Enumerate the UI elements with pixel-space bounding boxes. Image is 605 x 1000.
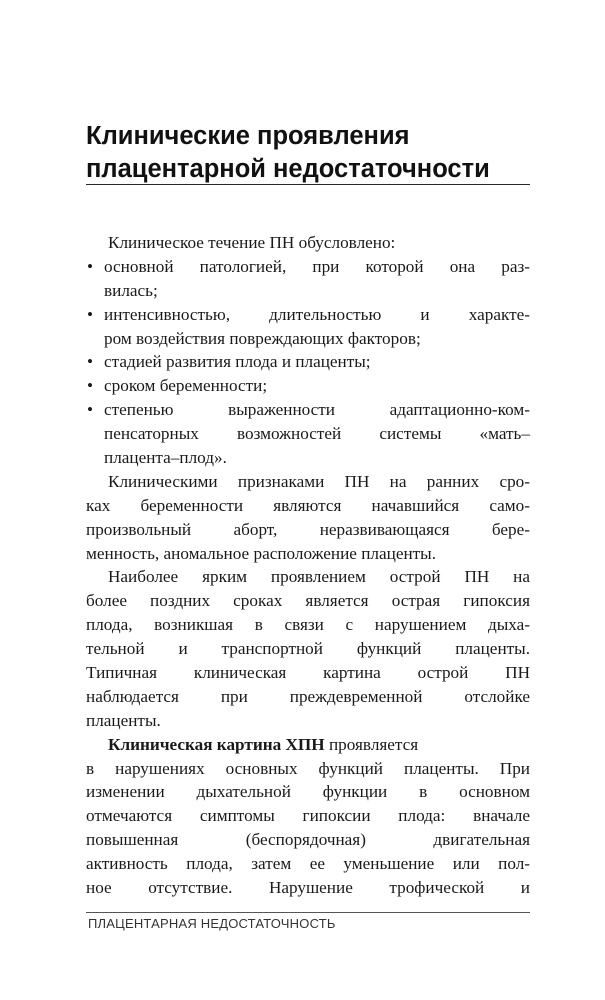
paragraph-chronic-pn — [86, 733, 530, 900]
text-line: тельной и транспортной функций плаценты. — [86, 639, 530, 659]
list-item: • сроком беременности; — [86, 374, 530, 398]
list-item-continuation: ром воздействия повреждающих факторов; — [104, 328, 421, 348]
bullet-icon: • — [87, 352, 94, 372]
text-line: Клиническая картина ХПН проявляется — [108, 734, 419, 754]
text-line: ное отсутствие. Нарушение трофической и — [86, 878, 530, 898]
text-line: ках беременности являются начавшийся само- — [86, 495, 530, 515]
list-item: • интенсивностью, длительностью и характе- — [86, 303, 530, 327]
running-footer: ПЛАЦЕНТАРНАЯ НЕДОСТАТОЧНОСТЬ — [88, 916, 336, 931]
text-line: Клиническими признаками ПН на ранних сро- — [108, 471, 530, 491]
text-line: менность, аномальное расположение плаценты. — [86, 543, 437, 563]
paragraph-acute-pn — [86, 565, 530, 732]
text-line: наблюдается при преждевременной отслойке — [86, 686, 530, 706]
paragraph-early-signs — [86, 470, 530, 566]
text-line: более поздних сроках является острая гипоксия — [86, 591, 530, 611]
text-line: в нарушениях основных функций плаценты. При — [86, 758, 530, 778]
chapter-heading — [86, 120, 526, 186]
footer-divider — [86, 912, 530, 913]
bullet-icon: • — [87, 376, 94, 396]
heading-line-1: Клинические проявления — [86, 122, 410, 150]
intro-line: Клиническое течение ПН обусловлено: — [108, 233, 396, 252]
text-line: произвольный аборт, неразвивающаяся бере- — [86, 519, 530, 539]
bullet-icon: • — [87, 400, 94, 420]
heading-divider — [86, 184, 530, 185]
list-item-continuation: пенсаторных возможностей системы «мать– — [104, 424, 530, 444]
list-item-continuation: вилась; — [104, 280, 158, 300]
list-item: • основной патологией, при которой она раз- — [86, 255, 530, 279]
text-line: активность плода, затем ее уменьшение или пол- — [86, 854, 530, 874]
text-line: плода, возникшая в связи с нарушением дыха- — [86, 615, 530, 635]
list-item: • стадией развития плода и плаценты; — [86, 350, 530, 374]
text-line: повышенная (беспорядочная) двигательная — [86, 830, 530, 850]
bullet-list — [86, 255, 530, 470]
bullet-icon: • — [87, 256, 94, 276]
list-item: • степенью выраженности адаптационно-ком- — [86, 398, 530, 422]
bullet-icon: • — [87, 304, 94, 324]
text-line: Наиболее ярким проявлением острой ПН на — [108, 567, 530, 587]
text-line: плаценты. — [86, 710, 161, 730]
text-line: Типичная клиническая картина острой ПН — [86, 663, 530, 683]
heading-line-2: плацентарной недостаточности — [86, 155, 490, 183]
body-text — [86, 231, 530, 900]
list-item-continuation: плацента–плод». — [104, 448, 227, 468]
text-line: изменении дыхательной функции в основном — [86, 782, 530, 802]
text-line: отмечаются симптомы гипоксии плода: вначале — [86, 806, 530, 826]
bold-term: Клиническая картина ХПН — [108, 734, 325, 754]
